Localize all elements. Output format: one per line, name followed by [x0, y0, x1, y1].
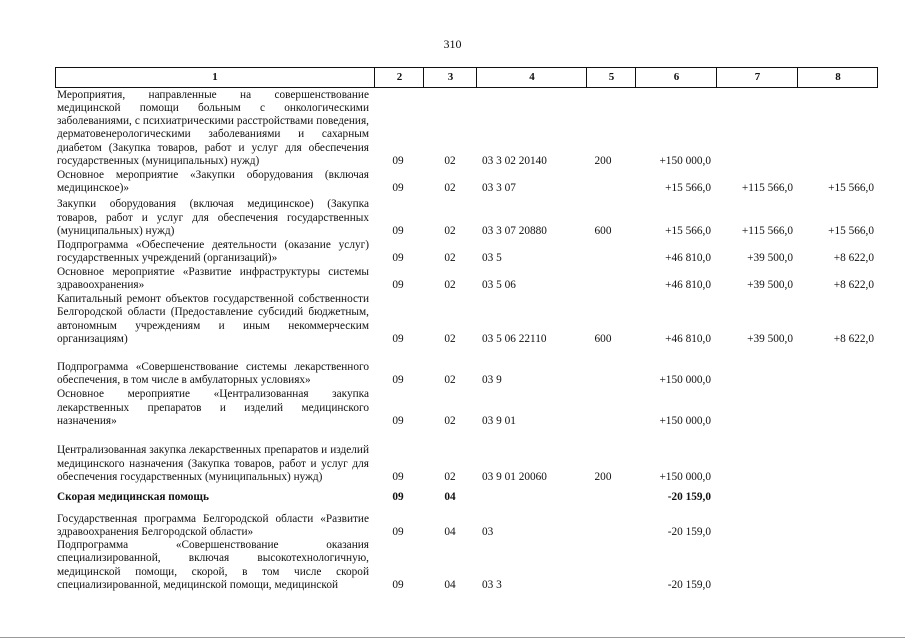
row-cell-c7: +39 500,0 — [747, 251, 793, 264]
row-description: Подпрограмма «Обеспечение деятельности (оказание услуг) государственных учреждений (организаций)» — [57, 238, 369, 264]
row-cell-c3: 02 — [444, 332, 456, 345]
row-cell-c4: 03 — [482, 525, 494, 538]
row-cell-c2: 09 — [392, 578, 404, 591]
row-cell-c7: +39 500,0 — [747, 332, 793, 345]
column-header-4: 4 — [476, 68, 587, 87]
column-header-7: 7 — [716, 68, 798, 87]
row-cell-c8: +15 566,0 — [828, 181, 874, 194]
row-cell-c3: 02 — [444, 278, 456, 291]
page-number: 310 — [443, 37, 462, 51]
row-cell-c4: 03 5 — [482, 251, 502, 264]
row-cell-c3: 02 — [444, 470, 456, 483]
row-cell-c3: 02 — [444, 181, 456, 194]
row-description: Закупки оборудования (включая медицинское) (Закупка товаров, работ и услуг для обеспечения государственных (муниципальных) нужд) — [57, 198, 369, 237]
row-cell-c6: +150 000,0 — [659, 470, 711, 483]
row-cell-c4: 03 5 06 22110 — [482, 332, 547, 345]
row-cell-c4: 03 9 01 20060 — [482, 470, 547, 483]
column-header-5: 5 — [586, 68, 636, 87]
row-cell-c2: 09 — [392, 470, 404, 483]
row-cell-c8: +8 622,0 — [833, 251, 874, 264]
row-cell-c3: 02 — [444, 224, 456, 237]
row-cell-c3: 02 — [444, 414, 456, 427]
row-cell-c2: 09 — [392, 154, 404, 167]
row-cell-c3: 02 — [444, 154, 456, 167]
row-cell-c2: 09 — [392, 373, 404, 386]
row-cell-c2: 09 — [392, 224, 404, 237]
row-cell-c8: +8 622,0 — [833, 278, 874, 291]
row-cell-c6: +15 566,0 — [665, 181, 711, 194]
row-cell-c6: +46 810,0 — [665, 278, 711, 291]
row-cell-c6: +15 566,0 — [665, 224, 711, 237]
row-cell-c2: 09 — [392, 490, 404, 503]
row-cell-c5: 200 — [594, 154, 612, 167]
row-cell-c2: 09 — [392, 181, 404, 194]
row-description: Скорая медицинская помощь — [57, 490, 209, 503]
row-description: Подпрограмма «Совершенствование оказания специализированной, включая высокотехнологичную, медицинской помощи, скорой, в том числе скорой специализированной, медицинской помощи, медицинской — [57, 539, 369, 591]
row-cell-c4: 03 3 07 — [482, 181, 516, 194]
row-description: Государственная программа Белгородской области «Развитие здравоохранения Белгородской области» — [57, 512, 369, 538]
row-cell-c3: 04 — [444, 578, 456, 591]
column-header-2: 2 — [374, 68, 424, 87]
column-header-8: 8 — [797, 68, 878, 87]
row-cell-c4: 03 3 02 20140 — [482, 154, 547, 167]
row-cell-c6: -20 159,0 — [667, 525, 711, 538]
row-cell-c6: -20 159,0 — [667, 490, 711, 503]
row-cell-c5: 600 — [594, 332, 612, 345]
row-cell-c8: +15 566,0 — [828, 224, 874, 237]
row-description: Основное мероприятие «Развитие инфраструктуры системы здравоохранения» — [57, 265, 369, 291]
column-header-3: 3 — [423, 68, 477, 87]
row-cell-c3: 02 — [444, 251, 456, 264]
row-cell-c4: 03 3 — [482, 578, 502, 591]
row-cell-c4: 03 9 01 — [482, 414, 516, 427]
row-description: Централизованная закупка лекарственных препаратов и изделий медицинского назначения (Закупка товаров, работ и услуг для обеспечения государственных (муниципальных) нужд) — [57, 444, 369, 483]
row-cell-c6: -20 159,0 — [667, 578, 711, 591]
row-cell-c3: 04 — [444, 490, 456, 503]
row-description: Основное мероприятие «Централизованная закупка лекарственных препаратов и изделий медицинского назначения» — [57, 388, 369, 427]
row-cell-c6: +46 810,0 — [665, 332, 711, 345]
row-description: Капитальный ремонт объектов государственной собственности Белгородской области (Предоставление субсидий бюджетным, автономным учреждениям и иным некоммерческим организациям) — [57, 293, 369, 345]
row-cell-c8: +8 622,0 — [833, 332, 874, 345]
row-cell-c2: 09 — [392, 414, 404, 427]
row-cell-c2: 09 — [392, 278, 404, 291]
row-cell-c6: +150 000,0 — [659, 154, 711, 167]
row-cell-c4: 03 5 06 — [482, 278, 516, 291]
row-cell-c6: +150 000,0 — [659, 414, 711, 427]
row-cell-c6: +46 810,0 — [665, 251, 711, 264]
column-header-1: 1 — [212, 71, 218, 83]
row-cell-c5: 600 — [594, 224, 612, 237]
row-cell-c4: 03 3 07 20880 — [482, 224, 547, 237]
row-cell-c2: 09 — [392, 332, 404, 345]
row-description: Основное мероприятие «Закупки оборудования (включая медицинское)» — [57, 168, 369, 194]
row-cell-c5: 200 — [594, 470, 612, 483]
bottom-rule — [0, 637, 905, 638]
row-cell-c7: +115 566,0 — [741, 181, 793, 194]
row-cell-c2: 09 — [392, 525, 404, 538]
row-cell-c4: 03 9 — [482, 373, 502, 386]
row-cell-c6: +150 000,0 — [659, 373, 711, 386]
row-cell-c2: 09 — [392, 251, 404, 264]
row-description: Мероприятия, направленные на совершенствование медицинской помощи больным с онкологическими заболеваниями, с психиатрическими расстройствами поведения, дерматовенерологическими заболеваниями и сахарным диабетом (Закупка товаров, работ и услуг для обеспечения государственных (муниципальных) нужд) — [57, 88, 369, 167]
row-cell-c3: 02 — [444, 373, 456, 386]
row-description: Подпрограмма «Совершенствование системы лекарственного обеспечения, в том числе в амбулаторных условиях» — [57, 360, 369, 386]
row-cell-c7: +39 500,0 — [747, 278, 793, 291]
row-cell-c3: 04 — [444, 525, 456, 538]
column-header-6: 6 — [635, 68, 717, 87]
row-cell-c7: +115 566,0 — [741, 224, 793, 237]
